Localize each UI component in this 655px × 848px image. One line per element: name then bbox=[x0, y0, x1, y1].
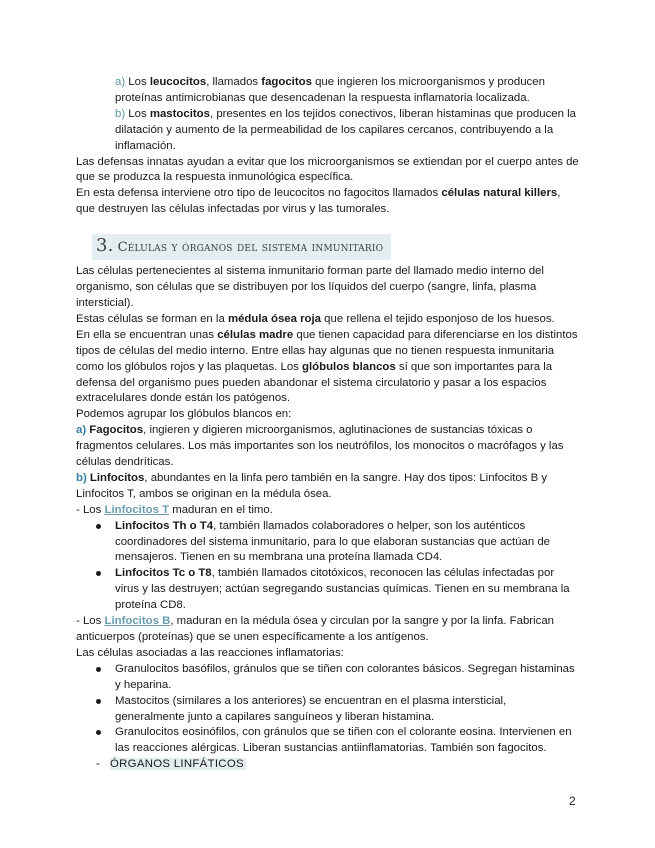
inflammatory-cells-list bbox=[76, 662, 579, 757]
paragraph-celulas-madre: En ella se encuentran unas células madre que tienen capacidad para diferenciarse en los distintos tipos de células del medio interno. Entre ellas hay algunas que no tienen respuesta inmunitaria como los glóbulos rojos y las plaquetas. Los glóbulos blancos sí que son importantes para la defensa del organismo pues pueden abandonar el sistema circulatorio y pasar a los espacios extracelulares donde están los patógenos. bbox=[76, 328, 578, 405]
paragraph-linfocitos: b) Linfocitos, abundantes en la linfa pero también en la sangre. Hay dos tipos: Linfocitos B y Linfocitos T, ambos se originan en la médula ósea. bbox=[76, 471, 548, 500]
linfocitos-t-list bbox=[76, 519, 579, 614]
list-item: Linfocitos Th o T4, también llamados colaboradores o helper, son los auténticos coordinadores del sistema inmunitario, para lo que elaboran sustancias que actúan de mensajeros. Tienen en su membrana una proteína llamada CD4. bbox=[76, 519, 579, 567]
page-number: 2 bbox=[569, 794, 576, 808]
list-item: Granulocitos basófilos, gránulos que se tiñen con colorantes básicos. Segregan histaminas y heparina. bbox=[76, 662, 579, 694]
linfocitos-t-link[interactable]: Linfocitos T bbox=[104, 503, 170, 516]
list-item: Granulocitos eosinófilos, con gránulos que se tiñen con el colorante eosina. Intervienen en las reacciones alérgicas. Liberan sustancias antiinflamatorias. También son fagocitos. bbox=[76, 725, 579, 757]
organos-linfaticos-label: ÓRGANOS LINFÁTICOS bbox=[110, 758, 244, 771]
paragraph-leucocitos: a) Los leucocitos, llamados fagocitos que ingieren los microorganismos y producen proteínas antimicrobianas que desencadenan la respuesta inflamatoria localizada. bbox=[115, 76, 545, 104]
paragraph-defensas: Las defensas innatas ayudan a evitar que los microorganismos se extiendan por el cuerpo antes de que se produzca la respuesta inmunológica específica. bbox=[76, 155, 579, 184]
list-letter: a) bbox=[76, 424, 87, 437]
list-letter: b) bbox=[76, 471, 87, 484]
paragraph-linfocitos-b: - Los Linfocitos B, maduran en la médula ósea y circulan por la sangre y por la linfa. Fabrican anticuerpos (proteínas) que se unen específicamente a los antígenos. bbox=[76, 615, 555, 643]
section-heading bbox=[92, 234, 579, 260]
list-letter: a) bbox=[115, 76, 126, 88]
organos-linfaticos-item bbox=[76, 757, 579, 773]
paragraph-linfocitos-t: - Los Linfocitos T maduran en el timo. bbox=[76, 503, 273, 516]
dash-bullet: - bbox=[96, 758, 100, 771]
paragraph-medula: Estas células se forman en la médula ósea roja que rellena el tejido esponjoso de los huesos. bbox=[76, 312, 555, 325]
page-content bbox=[76, 75, 579, 773]
paragraph-inflamatorias: Las células asociadas a las reacciones inflamatorias: bbox=[76, 646, 344, 659]
paragraph-natural-killers: En esta defensa interviene otro tipo de leucocitos no fagocitos llamados células natural killers, que destruyen las células infectadas por virus y las tumorales. bbox=[76, 187, 561, 216]
paragraph-mastocitos: b) Los mastocitos, presentes en los tejidos conectivos, liberan histaminas que producen la dilatación y aumento de la permeabilidad de los capilares cercanos, contribuyendo a la inflamación. bbox=[115, 107, 576, 152]
list-item: Mastocitos (similares a los anteriores) se encuentran en el plasma intersticial, generalmente junto a capilares sanguíneos y liberan histamina. bbox=[76, 694, 579, 726]
section-title: Células y órganos del sistema inmunitario bbox=[117, 240, 384, 256]
list-item: Linfocitos Tc o T8, también llamados citotóxicos, reconocen las células infectadas por virus y las destruyen; actúan segregando sustancias químicas. Tienen en su membrana la proteína CD8. bbox=[76, 566, 579, 614]
linfocitos-b-link[interactable]: Linfocitos B bbox=[104, 615, 171, 628]
section-number: 3. bbox=[96, 235, 114, 257]
list-letter: b) bbox=[115, 107, 126, 120]
paragraph-fagocitos: a) Fagocitos, ingieren y digieren microorganismos, aglutinaciones de sustancias tóxicas o fragmentos celulares. Los más importantes son los neutrófilos, los monocitos o macrófagos y las células dendríticas. bbox=[76, 424, 564, 469]
paragraph-agrupar: Podemos agrupar los glóbulos blancos en: bbox=[76, 408, 292, 421]
paragraph-celulas: Las células pertenecientes al sistema inmunitario forman parte del llamado medio interno del organismo, son células que se distribuyen por los líquidos del cuerpo (sangre, linfa, plasma intersticial). bbox=[76, 265, 544, 309]
